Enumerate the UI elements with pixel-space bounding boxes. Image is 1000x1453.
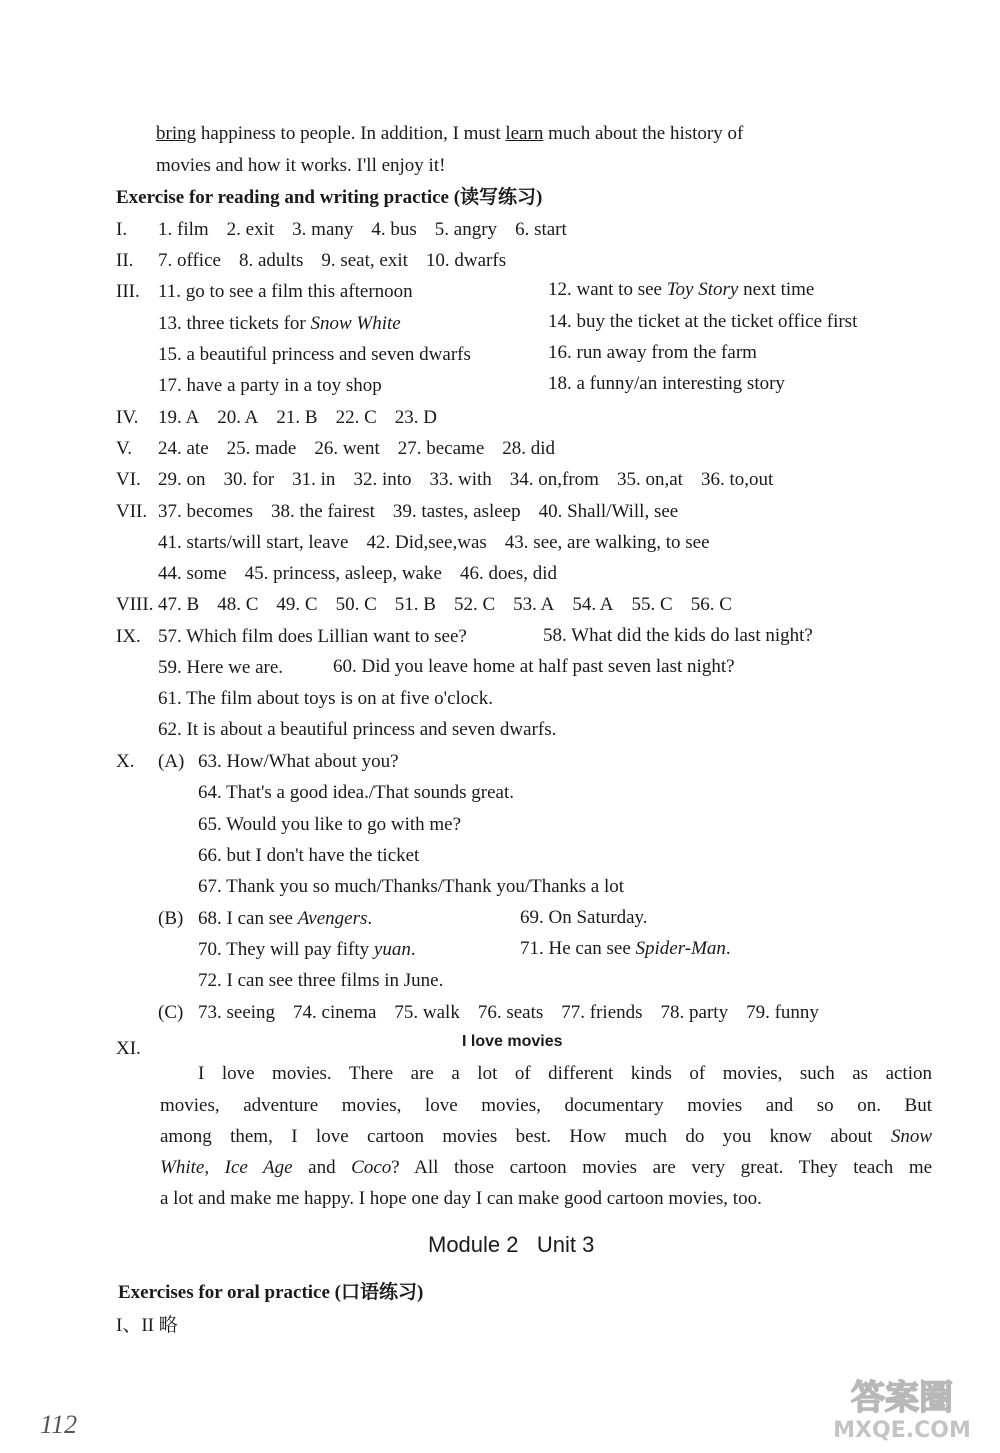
watermark-text-top: 答案圈 (851, 1378, 953, 1418)
section-II-label: II. (116, 250, 134, 271)
section-VII-label: VII. (116, 501, 148, 522)
answer: 26. went (314, 438, 380, 459)
answer: 22. C (335, 407, 377, 428)
answer-62: 62. It is about a beautiful princess and seven dwarfs. (158, 719, 557, 740)
watermark-logo (822, 1378, 982, 1450)
answer: 37. becomes (158, 501, 253, 522)
answer-70: 70. They will pay fifty yuan. (198, 939, 416, 960)
rw-heading: Exercise for reading and writing practice (读写练习) (116, 187, 543, 208)
answer-63: 63. How/What about you? (198, 751, 399, 772)
answer: 40. Shall/Will, see (538, 501, 679, 522)
answer: 23. D (394, 407, 437, 428)
essay-line-3: among them, I love cartoon movies best. How much do you know about Snow (160, 1126, 932, 1147)
answer-15: 15. a beautiful princess and seven dwarfs (158, 344, 471, 365)
answer: 46. does, did (459, 563, 558, 584)
intro-line-1: bring happiness to people. In addition, I must learn much about the history of (156, 123, 744, 144)
answer: 54. A (572, 594, 614, 615)
section-II-answers (158, 249, 506, 273)
answer-64: 64. That's a good idea./That sounds great. (198, 782, 514, 803)
answer: 3. many (292, 219, 354, 240)
section-V-answers (158, 437, 555, 461)
answer: 20. A (217, 407, 259, 428)
answer: 27. became (397, 438, 485, 459)
answer: 55. C (631, 594, 673, 615)
answer: 6. start (515, 219, 567, 240)
answer: 56. C (690, 594, 732, 615)
module-title: Module 2 Unit 3 (428, 1232, 595, 1257)
section-X-label: X. (116, 751, 135, 772)
section-VII-row-3 (158, 562, 557, 586)
answer: 36. to,out (700, 469, 774, 490)
part-A-label: (A) (158, 751, 185, 772)
answer: 21. B (276, 407, 318, 428)
answer: 30. for (223, 469, 275, 490)
answer: 77. friends (561, 1002, 643, 1023)
oral-answers: I、II 略 (116, 1315, 178, 1336)
answer-60: 60. Did you leave home at half past seven last night? (333, 656, 735, 677)
answer-12: 12. want to see Toy Story next time (548, 279, 815, 300)
answer: 74. cinema (293, 1002, 377, 1023)
answer: 78. party (660, 1002, 729, 1023)
answer-14: 14. buy the ticket at the ticket office first (548, 311, 858, 332)
answer: 52. C (453, 594, 496, 615)
answer: 7. office (158, 250, 221, 271)
answer: 76. seats (477, 1002, 544, 1023)
answer-18: 18. a funny/an interesting story (548, 373, 785, 394)
answer: 10. dwarfs (425, 250, 507, 271)
answer-17: 17. have a party in a toy shop (158, 375, 382, 396)
essay-line-5: a lot and make me happy. I hope one day I can make good cartoon movies, too. (160, 1188, 762, 1209)
answer-68: 68. I can see Avengers. (198, 908, 373, 929)
section-V-label: V. (116, 438, 133, 459)
answer: 33. with (429, 469, 492, 490)
answer-67: 67. Thank you so much/Thanks/Thank you/Thanks a lot (198, 876, 625, 897)
essay-title: I love movies (462, 1033, 563, 1050)
answer: 4. bus (371, 219, 417, 240)
answer: 8. adults (238, 250, 304, 271)
answer-66: 66. but I don't have the ticket (198, 845, 420, 866)
section-VII-row-2 (158, 531, 710, 555)
answer-16: 16. run away from the farm (548, 342, 757, 363)
section-III-label: III. (116, 281, 140, 302)
answer-61: 61. The film about toys is on at five o'clock. (158, 688, 493, 709)
answer: 32. into (353, 469, 412, 490)
answer: 48. C (217, 594, 259, 615)
answer: 29. on (158, 469, 206, 490)
answer: 42. Did,see,was (366, 532, 487, 553)
section-I-label: I. (116, 219, 128, 240)
page-number: 112 (40, 1410, 78, 1439)
answer: 38. the fairest (270, 501, 375, 522)
answer: 43. see, are walking, to see (504, 532, 710, 553)
section-I-answers (158, 218, 567, 242)
answer: 51. B (394, 594, 436, 615)
answer: 24. ate (158, 438, 209, 459)
part-B-label: (B) (158, 908, 184, 929)
essay-line-4: White, Ice Age and Coco? All those cartoon movies are very great. They teach me (160, 1157, 933, 1178)
answer-11: 11. go to see a film this afternoon (158, 281, 413, 302)
answer: 53. A (513, 594, 555, 615)
oral-heading: Exercises for oral practice (口语练习) (118, 1282, 424, 1303)
answer-13: 13. three tickets for Snow White (158, 313, 401, 334)
answer: 35. on,at (616, 469, 683, 490)
answer: 79. funny (746, 1002, 819, 1023)
answer: 44. some (158, 563, 227, 584)
section-IV-label: IV. (116, 407, 139, 428)
part-C-label: (C) (158, 1002, 184, 1023)
answer-58: 58. What did the kids do last night? (543, 625, 813, 646)
intro-line-2: movies and how it works. I'll enjoy it! (156, 155, 446, 176)
answer: 39. tastes, asleep (392, 501, 521, 522)
section-XI-label: XI. (116, 1038, 141, 1059)
watermark-text-bottom: MXQE.COM (833, 1418, 971, 1443)
section-VIII-answers (158, 593, 732, 617)
answer: 49. C (276, 594, 318, 615)
answer: 50. C (335, 594, 377, 615)
section-IX-label: IX. (116, 626, 141, 647)
answer-57: 57. Which film does Lillian want to see? (158, 626, 467, 647)
section-VII-row-1 (158, 500, 678, 524)
section-IV-answers (158, 406, 437, 430)
essay-line-2: movies, adventure movies, love movies, documentary movies and so on. But (160, 1095, 932, 1116)
answer: 47. B (158, 594, 200, 615)
answer: 9. seat, exit (321, 250, 408, 271)
section-VI-answers (158, 468, 773, 492)
answer: 28. did (502, 438, 556, 459)
section-VIII-label: VIII. (116, 594, 154, 615)
answer: 2. exit (226, 219, 275, 240)
answer-71: 71. He can see Spider-Man. (520, 938, 731, 959)
answer: 45. princess, asleep, wake (244, 563, 442, 584)
answer-65: 65. Would you like to go with me? (198, 814, 462, 835)
section-VI-label: VI. (116, 469, 141, 490)
answer: 5. angry (434, 219, 498, 240)
essay-line-1: I love movies. There are a lot of different kinds of movies, such as action (198, 1063, 932, 1084)
answer: 19. A (158, 407, 200, 428)
answer: 73. seeing (198, 1002, 276, 1023)
answer: 41. starts/will start, leave (158, 532, 349, 553)
part-C-answers (198, 1001, 819, 1025)
answer: 25. made (226, 438, 297, 459)
answer-69: 69. On Saturday. (520, 907, 648, 928)
answer-72: 72. I can see three films in June. (198, 970, 444, 991)
answer-59: 59. Here we are. (158, 657, 284, 678)
answer: 1. film (158, 219, 209, 240)
answer: 31. in (292, 469, 336, 490)
answer: 75. walk (394, 1002, 460, 1023)
answer: 34. on,from (509, 469, 599, 490)
